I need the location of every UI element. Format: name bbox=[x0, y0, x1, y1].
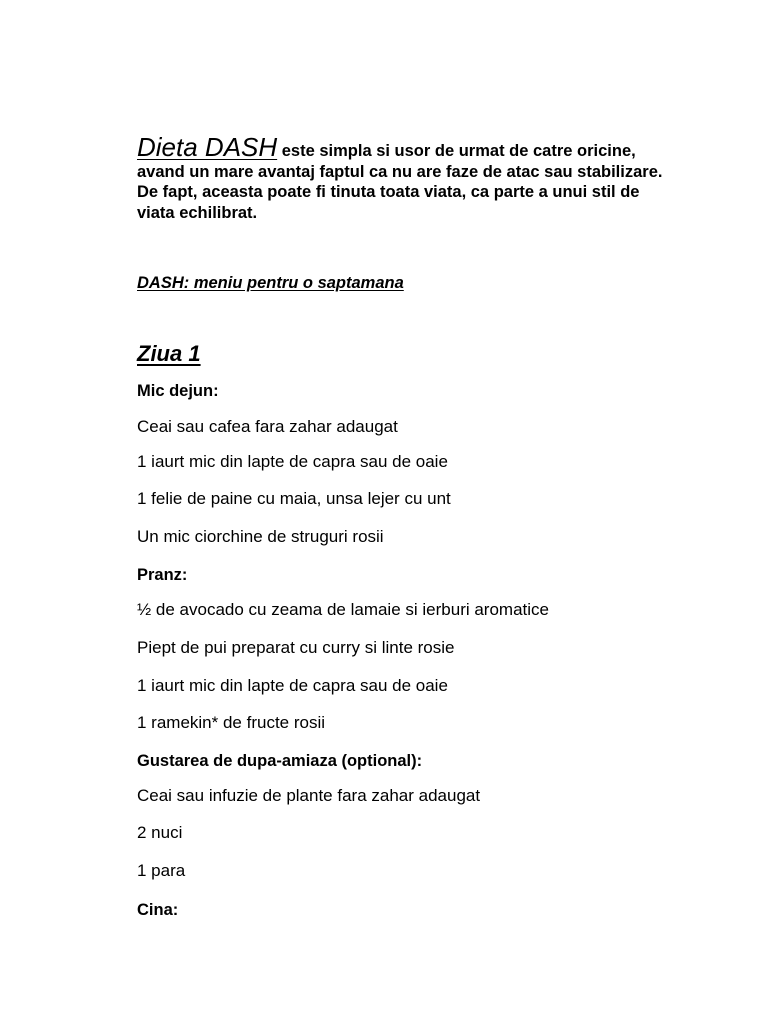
breakfast-item: 1 felie de paine cu maia, unsa lejer cu unt bbox=[137, 489, 451, 508]
breakfast-heading: Mic dejun: bbox=[137, 382, 219, 400]
lunch-item: 1 ramekin* de fructe rosii bbox=[137, 713, 326, 732]
snack-item: 1 para bbox=[137, 861, 186, 880]
lunch-item: ½ de avocado cu zeama de lamaie si ierburi aromatice bbox=[137, 600, 549, 619]
day-heading: Ziua 1 bbox=[137, 341, 201, 366]
snack-item: 2 nuci bbox=[137, 823, 183, 842]
snack-item: Ceai sau infuzie de plante fara zahar adaugat bbox=[137, 786, 481, 805]
snack-heading: Gustarea de dupa-amiaza (optional): bbox=[137, 752, 423, 770]
lunch-heading: Pranz: bbox=[137, 566, 188, 584]
diet-title-link[interactable]: Dieta DASH bbox=[137, 132, 278, 162]
lunch-item: Piept de pui preparat cu curry si linte rosie bbox=[137, 638, 455, 657]
weekly-menu-heading: DASH: meniu pentru o saptamana bbox=[137, 274, 404, 292]
breakfast-item: Un mic ciorchine de struguri rosii bbox=[137, 527, 384, 546]
breakfast-item: 1 iaurt mic din lapte de capra sau de oaie bbox=[137, 452, 448, 471]
lunch-item: 1 iaurt mic din lapte de capra sau de oaie bbox=[137, 676, 448, 695]
intro-text: este simpla si usor de urmat de catre oricine, avand un mare avantaj faptul ca nu are faze de atac sau stabilizare. De fapt, aceasta poate fi tinuta toata viata, ca parte a unui stil de viata echilibrat. bbox=[137, 142, 663, 222]
intro-paragraph bbox=[137, 132, 677, 223]
dinner-heading: Cina: bbox=[137, 901, 179, 919]
breakfast-item: Ceai sau cafea fara zahar adaugat bbox=[137, 417, 398, 436]
